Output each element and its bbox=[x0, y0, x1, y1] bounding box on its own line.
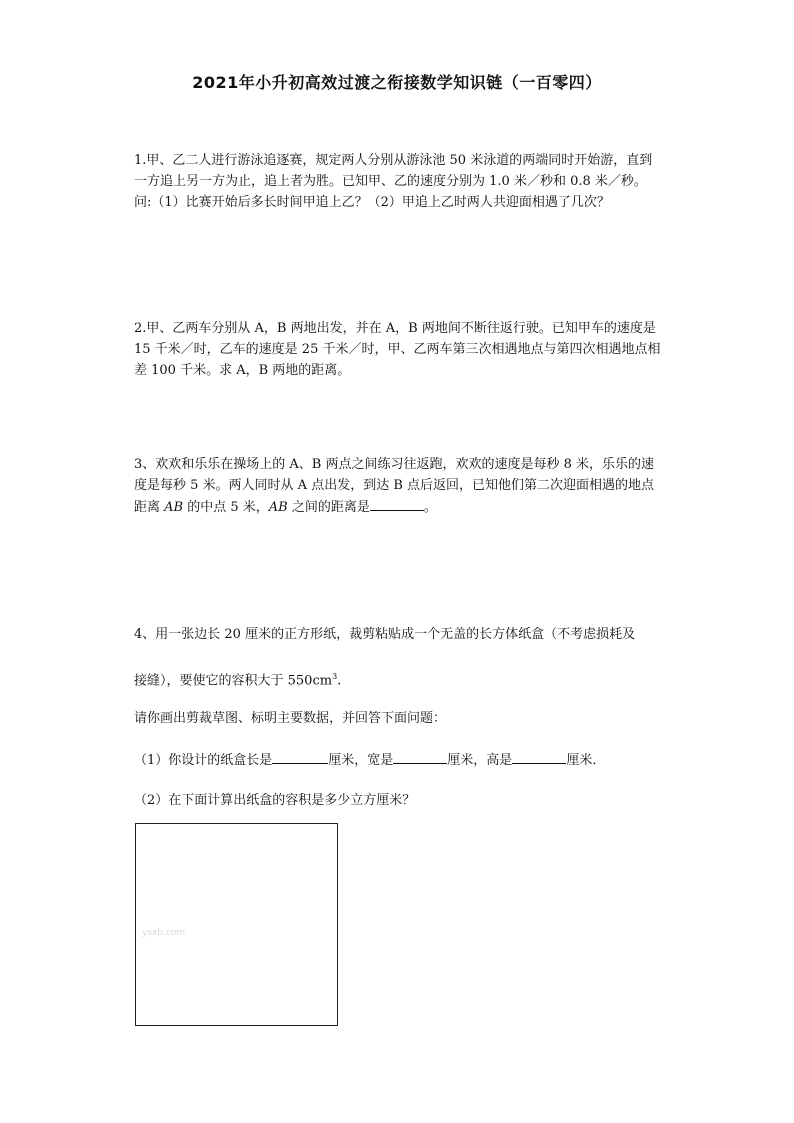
height-blank[interactable] bbox=[512, 749, 566, 764]
question-3-text-c: 之间的距离是 bbox=[287, 500, 370, 515]
question-3 bbox=[134, 454, 664, 518]
width-label: 厘米，宽是 bbox=[328, 753, 394, 768]
question-4-line-2-text: 接缝），要使它的容积大于 550cm bbox=[134, 673, 333, 689]
length-blank[interactable] bbox=[272, 749, 328, 764]
length-label: （1）你设计的纸盒长是 bbox=[134, 753, 273, 768]
question-2: 2.甲、乙两车分别从 A，B 两地出发，并在 A，B 两地间不断往返行驶。已知甲车的速度是 15 千米／时，乙车的速度是 25 千米／时，甲、乙两车第三次相遇地点与第四次相遇地点相差 100 千米。求 A，B 两地的距离。 bbox=[134, 321, 661, 378]
question-1: 1.甲、乙二人进行游泳追逐赛，规定两人分别从游泳池 50 米泳道的两端同时开始游，直到一方追上另一方为止，追上者为胜。已知甲、乙的速度分别为 1.0 米／秒和 0.8 米／秒。问:（1）比赛开始后多长时间甲追上乙？（2）甲追上乙时两人共迎面相遇了几次？ bbox=[134, 153, 653, 210]
question-3-ab-2: AB bbox=[268, 500, 288, 515]
question-3-text-b: 的中点 5 米， bbox=[183, 500, 269, 515]
width-blank[interactable] bbox=[393, 749, 447, 764]
height-label: 厘米，高是 bbox=[447, 753, 513, 768]
question-4-line-1: 4、用一张边长 20 厘米的正方形纸，裁剪粘贴成一个无盖的长方体纸盒（不考虑损耗及 bbox=[134, 627, 636, 642]
watermark: ysxb.com bbox=[142, 928, 186, 938]
question-3-ab-1: AB bbox=[164, 500, 184, 515]
question-4-line-5: （2）在下面计算出纸盒的容积是多少立方厘米？ bbox=[134, 793, 416, 808]
unit-label: 厘米． bbox=[566, 753, 606, 768]
answer-box[interactable] bbox=[135, 823, 338, 1026]
page-title: 2021年小升初高效过渡之衔接数学知识链（一百零四） bbox=[192, 73, 602, 92]
answer-blank[interactable] bbox=[370, 496, 424, 511]
superscript-3: 3 bbox=[332, 672, 338, 681]
question-3-end: 。 bbox=[423, 500, 437, 515]
question-4-line-4 bbox=[134, 749, 694, 771]
question-4-line-3: 请你画出剪裁草图、标明主要数据，并回答下面问题： bbox=[134, 711, 447, 726]
question-4-line-2 bbox=[134, 666, 694, 691]
question-4-line-2-end: . bbox=[337, 673, 342, 689]
question-3-text-a: 3、欢欢和乐乐在操场上的 A、B 两点之间练习往返跑，欢欢的速度是每秒 8 米，乐乐的速度是每秒 5 米。两人同时从 A 点出发，到达 B 点后返回，已知他们第二次迎面相遇的地点距离 bbox=[134, 457, 655, 515]
